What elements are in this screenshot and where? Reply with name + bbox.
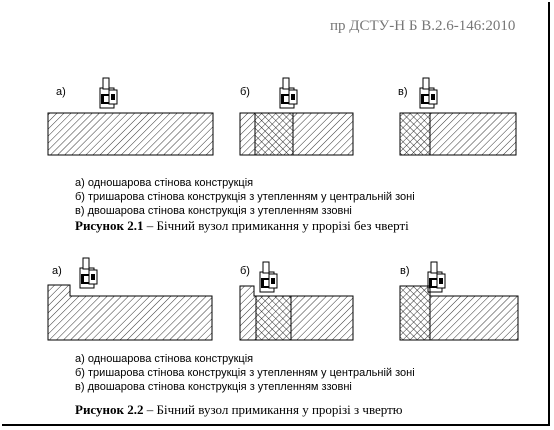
figure-2-2-drawing-c	[400, 262, 518, 340]
caption-text: – Бічний вузол примикання у прорізі без чверті	[143, 218, 409, 233]
legend-item: а) одношарова стінова конструкція	[75, 353, 254, 365]
legend-item: а) одношарова стінова конструкція	[75, 177, 254, 189]
fig2-label-b: б)	[240, 265, 250, 277]
figure-2-2-legend	[75, 352, 415, 394]
legend-item: б) тришарова стінова конструкція з утепленням у центральній зоні	[75, 191, 415, 203]
fig1-label-a: а)	[56, 86, 66, 98]
figure-2-1-caption	[75, 218, 409, 234]
figure-2-2-drawing-b	[240, 262, 353, 340]
figure-2-1-drawing-b	[240, 78, 353, 155]
fig2-label-c: в)	[400, 265, 410, 277]
figure-2-1-legend	[75, 176, 415, 218]
caption-number: Рисунок 2.1	[75, 218, 144, 233]
figure-2-2-caption	[75, 402, 403, 418]
figure-2-1-drawing-a	[48, 78, 213, 155]
caption-text: – Бічний вузол примикання у прорізі з чвертю	[143, 402, 403, 417]
legend-item: в) двошарова стінова конструкція з утепленням ззовні	[75, 205, 352, 217]
fig1-label-c: в)	[398, 86, 408, 98]
figure-2-1-drawing-c	[400, 78, 516, 155]
legend-item: в) двошарова стінова конструкція з утепленням ззовні	[75, 381, 352, 393]
document-reference: пр ДСТУ-Н Б В.2.6-146:2010	[330, 18, 516, 34]
fig1-label-b: б)	[240, 86, 250, 98]
caption-number: Рисунок 2.2	[75, 402, 144, 417]
figure-2-2-drawing-a	[48, 258, 212, 340]
fig2-label-a: а)	[52, 265, 62, 277]
legend-item: б) тришарова стінова конструкція з утепленням у центральній зоні	[75, 367, 415, 379]
